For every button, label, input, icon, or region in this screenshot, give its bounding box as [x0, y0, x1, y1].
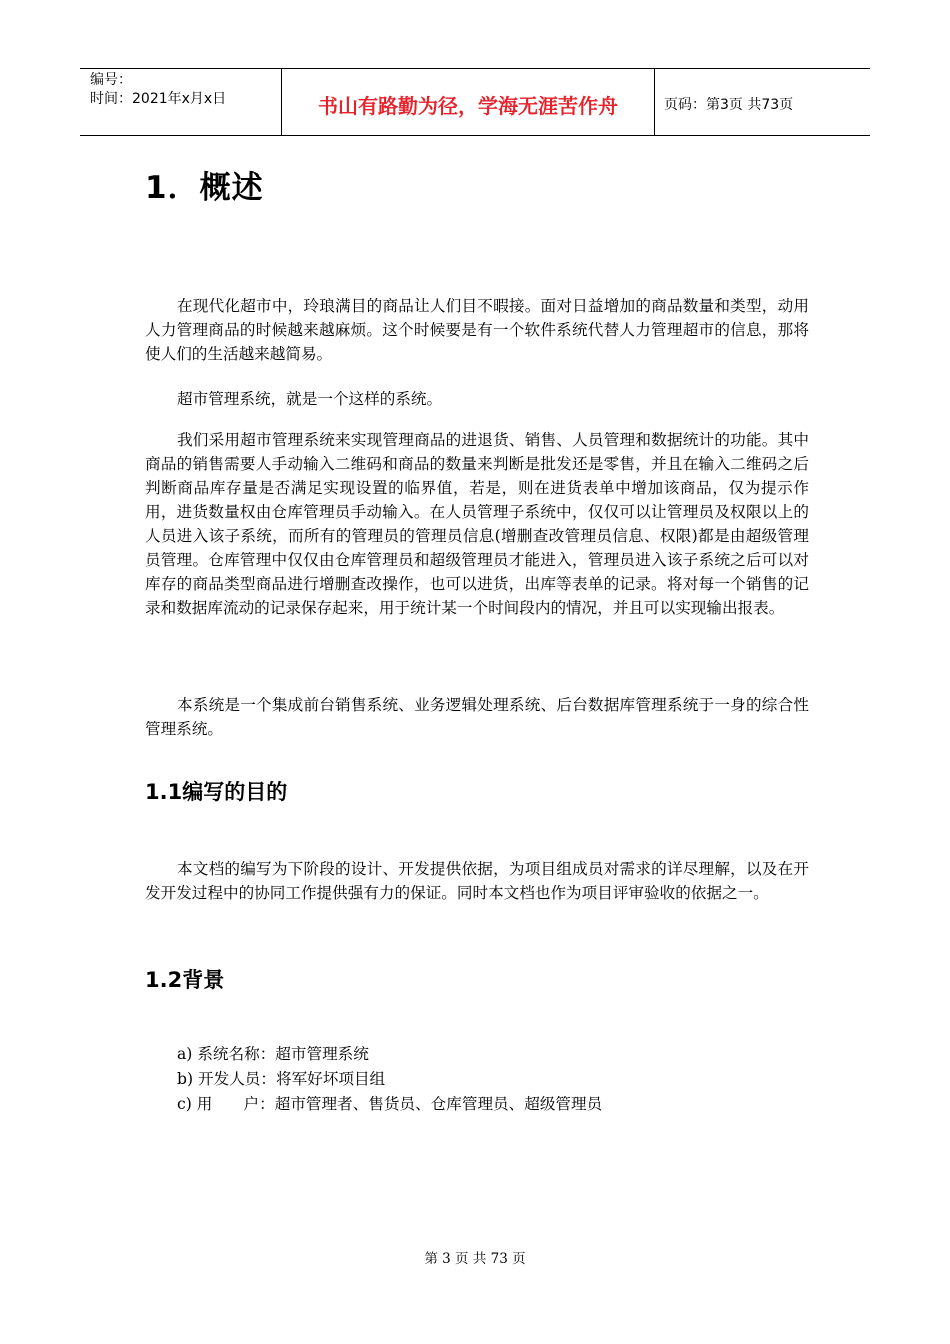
intro-paragraph-2: 超市管理系统，就是一个这样的系统。	[177, 390, 443, 408]
intro-paragraph-3: 我们采用超市管理系统来实现管理商品的进退货、销售、人员管理和数据统计的功能。其中商品的销售需要人手动输入二维码和商品的数量来判断是批发还是零售，并且在输入二维码之后判断商品库存量是否满足实现设置的临界值，若是，则在进货表单中增加该商品，仅为提示作用，进货数量权由仓库管理员手动输入。在人员管理子系统中，仅仅可以让管理员及权限以上的人员进入该子系统，而所有的管理员的管理员信息(增删查改管理员信息、权限)都是由超级管理员管理。仓库管理中仅仅由仓库管理员和超级管理员才能进入，管理员进入该子系统之后可以对库存的商品类型商品进行增删查改操作，也可以进货，出库等表单的记录。将对每一个销售的记录和数据库流动的记录保存起来，用于统计某一个时间段内的情况，并且可以实现输出报表。	[145, 431, 809, 617]
section-heading-1-1: 1.1编写的目的	[145, 780, 288, 804]
page-footer: 第 3 页 共 73 页	[424, 1251, 526, 1267]
header-motto: 书山有路勤为径，学海无涯苦作舟	[282, 69, 655, 135]
header-meta	[80, 69, 282, 135]
header-page-info: 页码：第3页 共73页	[664, 97, 794, 113]
list-item: c) 用 户：超市管理者、售货员、仓库管理员、超级管理员	[177, 1095, 603, 1113]
section-1-1-paragraph: 本文档的编写为下阶段的设计、开发提供依据，为项目组成员对需求的详尽理解，以及在开发开发过程中的协同工作提供强有力的保证。同时本文档也作为项目评审验收的依据之一。	[145, 860, 809, 902]
section-heading-1-2: 1.2背景	[145, 968, 225, 992]
intro-paragraph-1: 在现代化超市中，玲琅满目的商品让人们目不暇接。面对日益增加的商品数量和类型，动用人力管理商品的时候越来越麻烦。这个时候要是有一个软件系统代替人力管理超市的信息，那将使人们的生活越来越简易。	[145, 297, 809, 363]
page-title: 1．概述	[145, 170, 264, 206]
document-number-label: 编号：	[90, 72, 132, 88]
document-time-label: 时间：2021年x月x日	[90, 91, 227, 107]
page-header	[80, 68, 870, 136]
intro-paragraph-4: 本系统是一个集成前台销售系统、业务逻辑处理系统、后台数据库管理系统于一身的综合性管理系统。	[145, 696, 809, 738]
background-list	[177, 1042, 602, 1117]
list-item: b) 开发人员：将军好坏项目组	[177, 1070, 386, 1088]
list-item: a) 系统名称：超市管理系统	[177, 1045, 369, 1063]
